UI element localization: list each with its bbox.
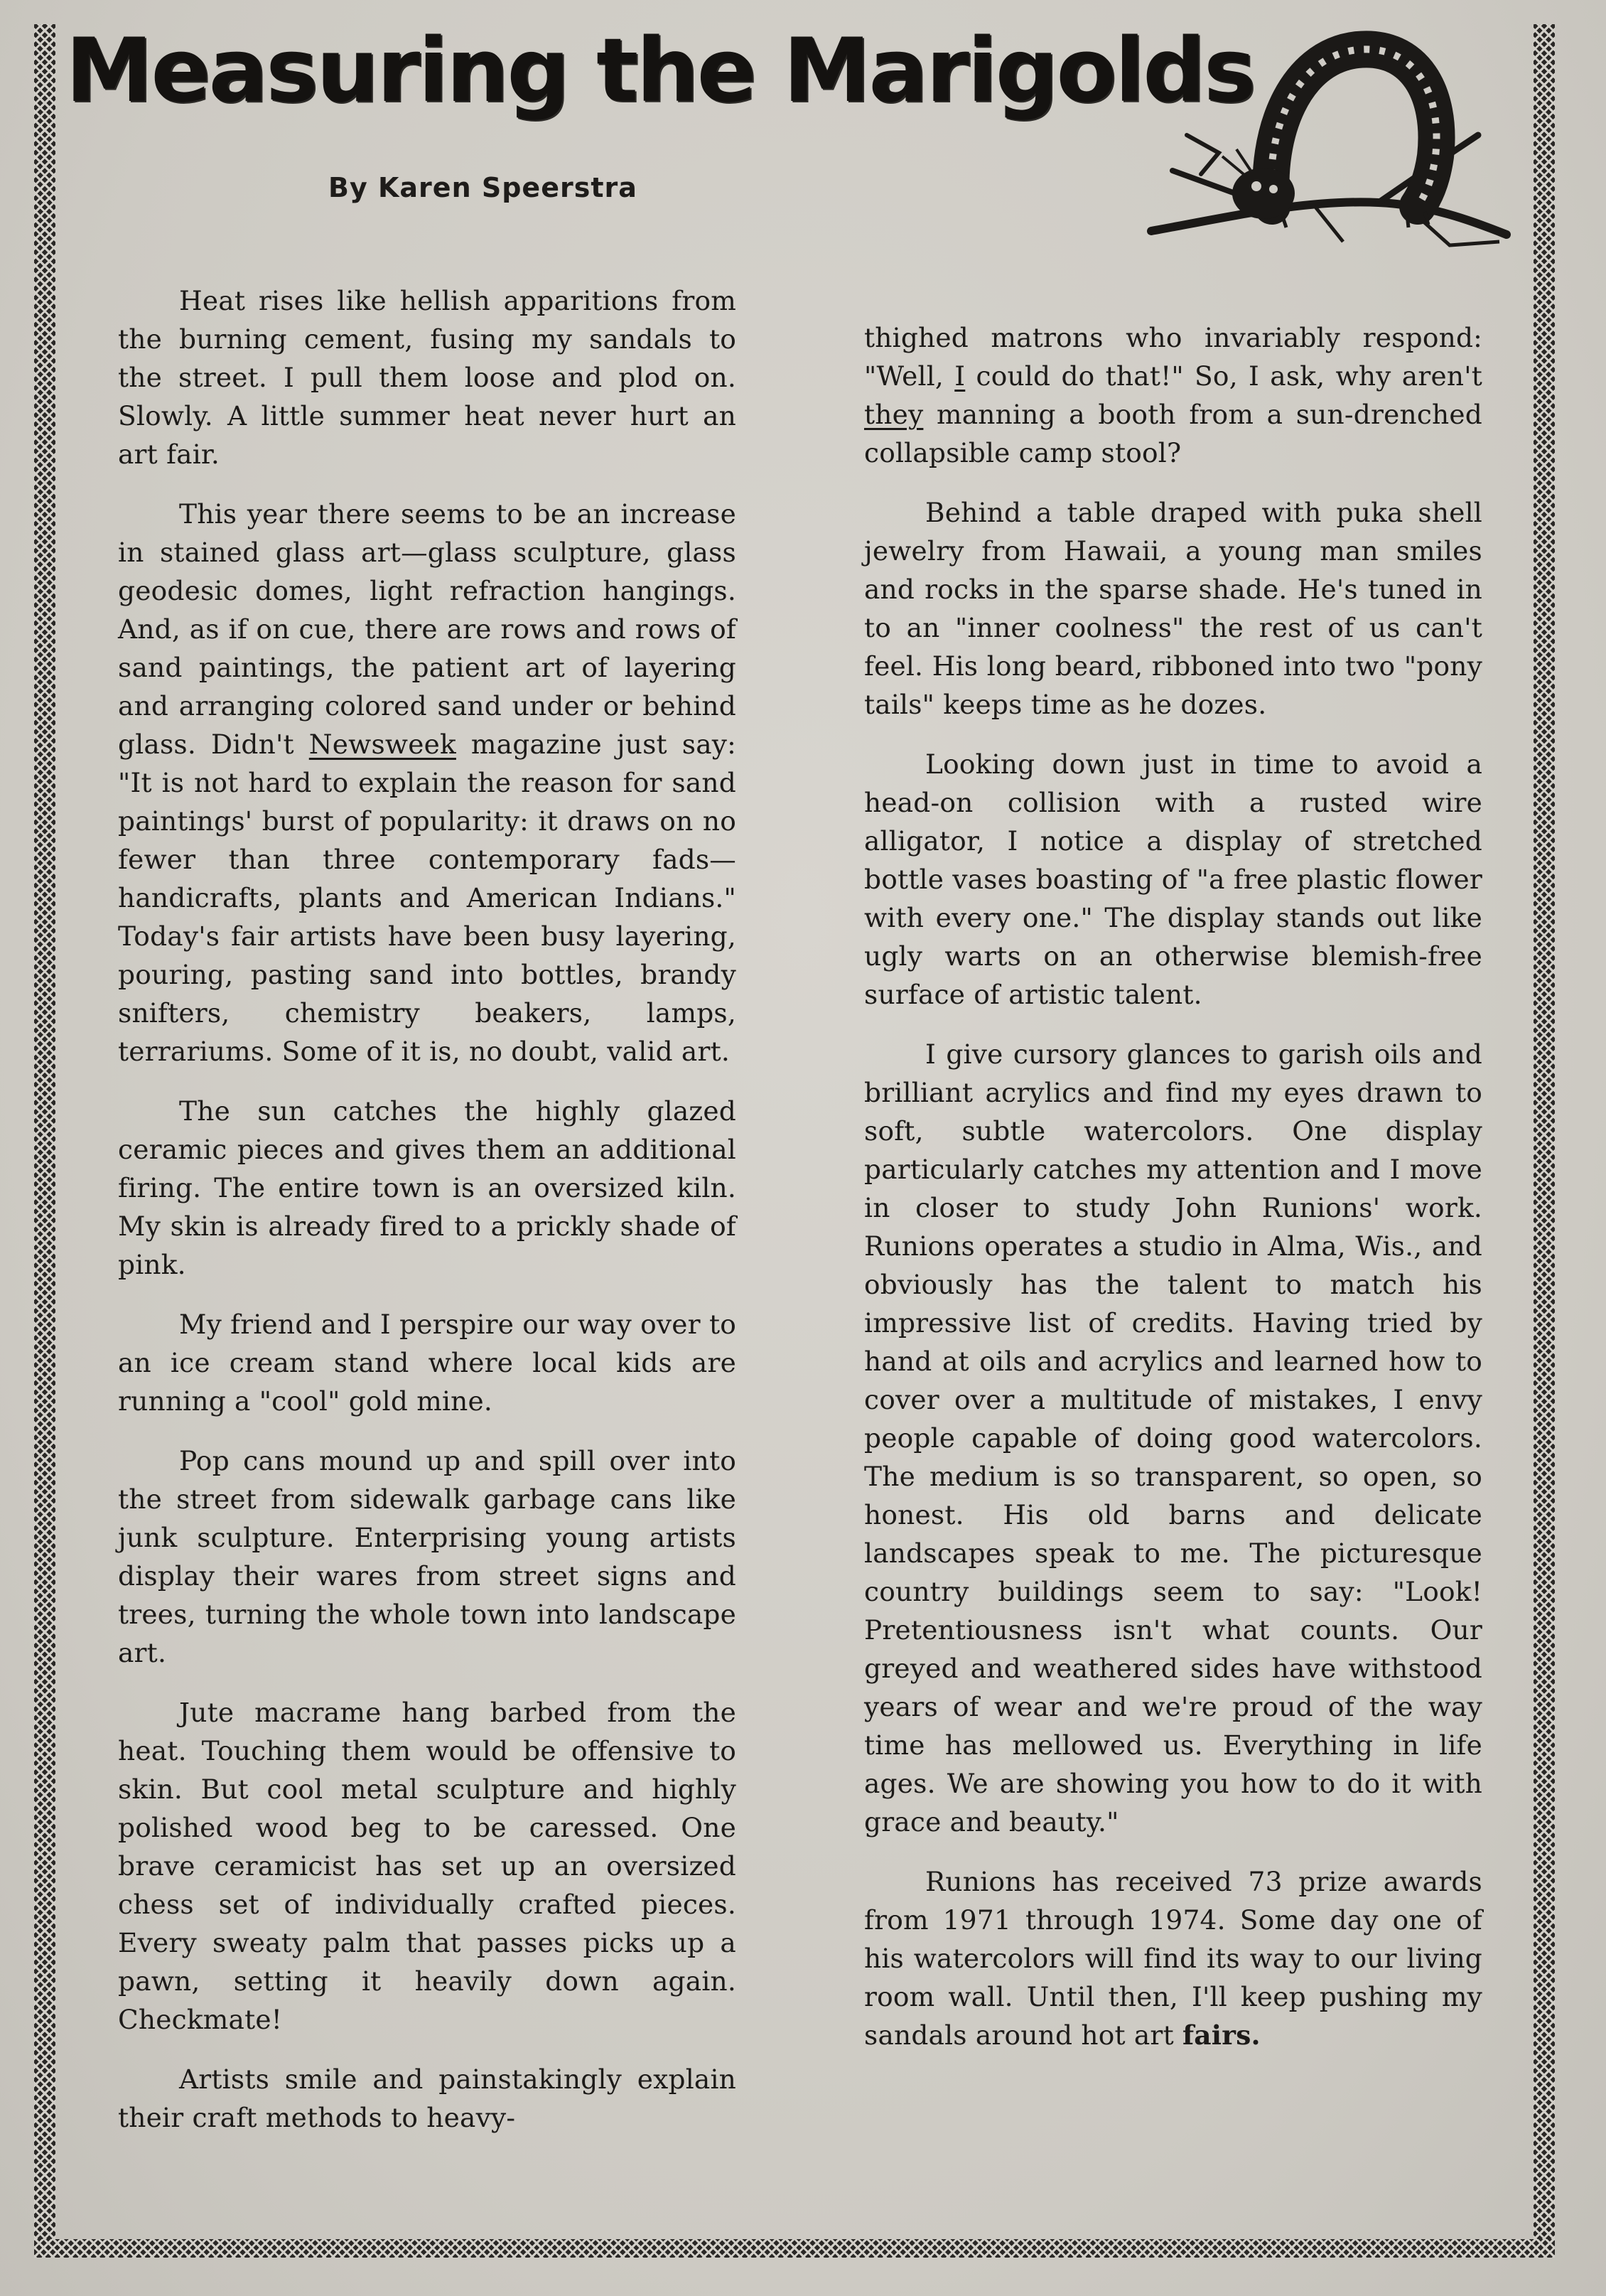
decorative-border-bottom bbox=[34, 2239, 1555, 2258]
paragraph: Heat rises like hellish apparitions from the burning cement, fusing my sandals to the street. I pull them loose and plod on. Slowly. A little summer heat never hurt an art fair. bbox=[118, 285, 736, 470]
emphasis-they: they bbox=[864, 399, 924, 430]
paragraph-continued bbox=[864, 318, 1482, 472]
paragraph-text: thighed matrons who invariably respond: "Well, bbox=[864, 322, 1482, 392]
paragraph bbox=[864, 1862, 1482, 2054]
paragraph: Artists smile and painstakingly explain their craft methods to heavy- bbox=[118, 2064, 736, 2133]
emphasis-i: I bbox=[954, 360, 966, 392]
paragraph-text: could do that!" So, I ask, why aren't bbox=[965, 360, 1482, 392]
paragraph: Jute macrame hang barbed from the heat. Touching them would be offensive to skin. But cool metal sculpture and highly polished wood beg to be caressed. One brave ceramicist has set up an oversized chess set of individually crafted pieces. Every sweaty palm that passes picks up a pawn, setting it heavily down again. Checkmate! bbox=[118, 1697, 736, 2035]
paragraph: I give cursory glances to garish oils and brilliant acrylics and find my eyes drawn to soft, subtle watercolors. One display particularly catches my attention and I move in closer to study John Runions' work. Runions operates a studio in Alma, Wis., and obviously has the talent to match his impressive list of credits. Having tried by hand at oils and acrylics and learned how to cover over a multitude of mistakes, I envy people capable of doing good watercolors. The medium is so transparent, so open, so honest. His old barns and delicate landscapes speak to me. The picturesque country buildings seem to say: "Look! Pretentiousness isn't what counts. Our greyed and weathered sides have withstood years of wear and we're proud of the way time has mellowed us. Everything in life ages. We are showing you how to do it with grace and beauty." bbox=[864, 1039, 1482, 1838]
paragraph: The sun catches the highly glazed ceramic pieces and gives them an additional firing. The entire town is an oversized kiln. My skin is already fired to a prickly shade of pink. bbox=[118, 1095, 736, 1280]
paragraph bbox=[118, 495, 736, 1071]
caterpillar-icon bbox=[1144, 28, 1514, 263]
article-column-right bbox=[864, 318, 1482, 2076]
paragraph: Pop cans mound up and spill over into the street from sidewalk garbage cans like junk sculpture. Enterprising young artists display their wares from street signs and trees, turning the whole town into landscape art. bbox=[118, 1445, 736, 1668]
paragraph: Behind a table draped with puka shell jewelry from Hawaii, a young man smiles and rocks in the sparse shade. He's tuned in to an "inner coolness" the rest of us can't feel. His long beard, ribboned into two "pony tails" keeps time as he dozes. bbox=[864, 497, 1482, 720]
article-title: Measuring the Marigolds bbox=[65, 20, 1254, 122]
paragraph-text: manning a booth from a sun-drenched collapsible camp stool? bbox=[864, 399, 1482, 468]
magazine-name: Newsweek bbox=[308, 729, 456, 760]
paragraph-text: This year there seems to be an increase in stained glass art—glass sculpture, glass geodesic domes, light refraction hangings. And, as if on cue, there are rows and rows of sand paintings, the patient art of layering and arranging colored sand under or behind glass. Didn't bbox=[118, 498, 736, 760]
article-byline: By Karen Speerstra bbox=[328, 172, 637, 203]
paragraph: Looking down just in time to avoid a head-on collision with a rusted wire alligator, I notice a display of stretched bottle vases boasting of "a free plastic flower with every one." The display stands out like ugly warts on an otherwise blemish-free surface of artistic talent. bbox=[864, 749, 1482, 1010]
decorative-border-left bbox=[34, 24, 55, 2256]
paragraph-text: Runions has received 73 prize awards from 1971 through 1974. Some day one of his watercolors will find its way to our living room wall. Until then, I'll keep pushing my sandals around hot art bbox=[864, 1866, 1482, 2051]
article-column-left bbox=[118, 281, 736, 2158]
paragraph: My friend and I perspire our way over to an ice cream stand where local kids are running a "cool" gold mine. bbox=[118, 1309, 736, 1417]
decorative-border-right bbox=[1534, 24, 1555, 2256]
paragraph-text: magazine just say: "It is not hard to explain the reason for sand paintings' burst of popularity: it draws on no fewer than three contemporary fads—handicrafts, plants and American Indians." Today's fair artists have been busy layering, pouring, pasting sand into bottles, brandy snifters, chemistry beakers, lamps, terrariums. Some of it is, no doubt, valid art. bbox=[118, 729, 737, 1067]
final-word: fairs. bbox=[1182, 2019, 1261, 2051]
